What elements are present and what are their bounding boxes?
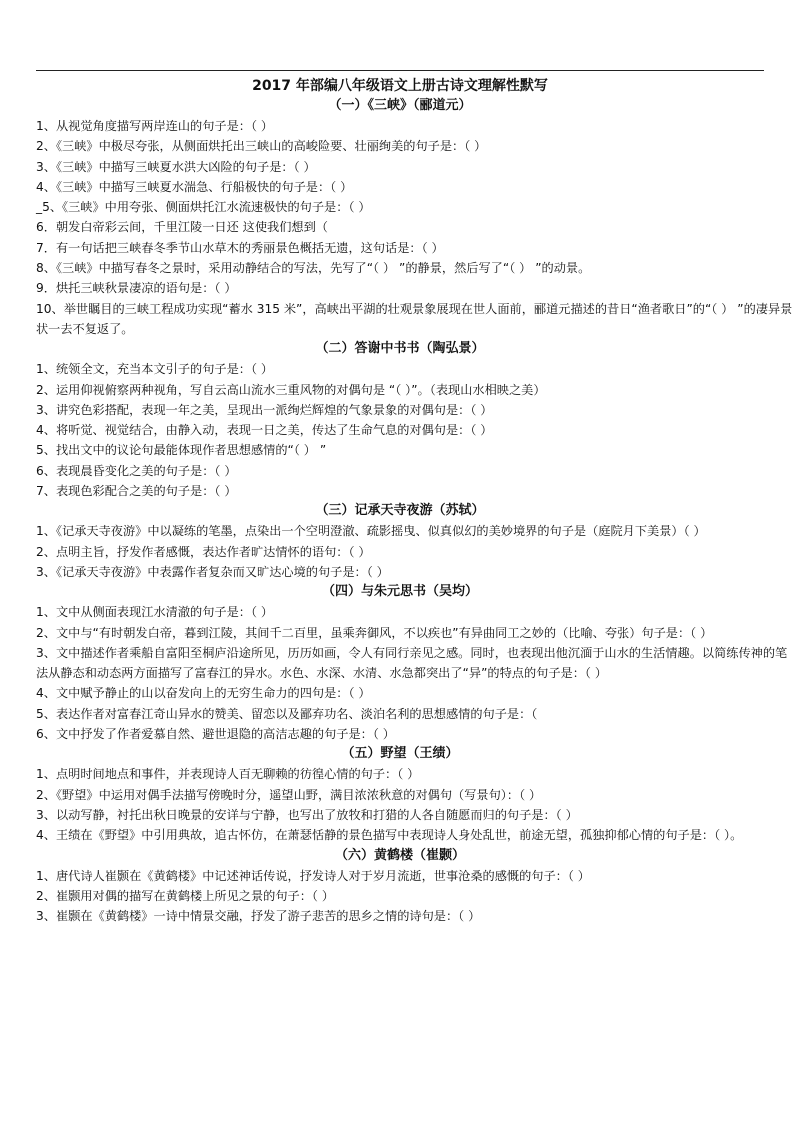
question-item: 3、以动写静，衬托出秋日晚景的安详与宁静，也写出了放牧和打猎的人各自随愿而归的句子是：（ ） bbox=[36, 807, 578, 822]
question-item: 5、表达作者对富春江奇山异水的赞美、留恋以及鄙弃功名、淡泊名利的思想感情的句子是：（ bbox=[36, 706, 538, 721]
question-item: _5、《三峡》中用夸张、侧面烘托江水流速极快的句子是：（ ） bbox=[36, 200, 371, 215]
question-item: 6、文中抒发了作者爱慕自然、避世退隐的高洁志趣的句子是：（ ） bbox=[36, 727, 395, 742]
question-item: 4、将听觉、视觉结合，由静入动，表现一日之美，传达了生命气息的对偶句是：（ ） bbox=[36, 423, 493, 438]
question-item: 2、点明主旨，抒发作者感慨，表达作者旷达情怀的语句：（ ） bbox=[36, 544, 371, 559]
question-item: 4、《三峡》中描写三峡夏水湍急、行船极快的句子是：（ ） bbox=[36, 179, 353, 194]
section-2 bbox=[36, 339, 796, 501]
section-4 bbox=[36, 582, 796, 744]
question-item: 2、崔颢用对偶的描写在黄鹤楼上所见之景的句子：（ ） bbox=[36, 888, 335, 903]
section-3 bbox=[36, 501, 796, 582]
section-6 bbox=[36, 846, 796, 927]
section-heading: （五）野望（王绩） bbox=[341, 746, 459, 762]
question-item: 1、唐代诗人崔颢在《黄鹤楼》中记述神话传说，抒发诗人对于岁月流逝，世事沧桑的感慨的句子：（ ） bbox=[36, 868, 590, 883]
question-item: 7、表现色彩配合之美的句子是：（ ） bbox=[36, 484, 237, 499]
question-item: 6．朝发白帝彩云间，千里江陵一日还 这使我们想到（ bbox=[36, 220, 328, 235]
page-title: 2017 年部编八年级语文上册古诗文理解性默写 bbox=[252, 78, 548, 94]
question-item: 1、文中从侧面表现江水清澈的句子是：（ ） bbox=[36, 605, 274, 620]
question-item: 10、举世瞩目的三峡工程成功实现“蓄水 315 米”，高峡出平湖的壮观景象展现在世人面前，郦道元描述的昔日“渔者歌日”的“（ ） ”的凄异景状一去不复返了。 bbox=[36, 301, 793, 336]
section-heading: （六）黄鹤楼（崔颢） bbox=[334, 847, 465, 863]
question-item: 8、《三峡》中描写春冬之景时，采用动静结合的写法，先写了“（ ） ”的静景，然后写了“（ ） ”的动景。 bbox=[36, 261, 591, 276]
question-item: 2、《野望》中运用对偶手法描写傍晚时分，遥望山野，满目浓浓秋意的对偶句（写景句）：（ ） bbox=[36, 787, 542, 802]
question-item: 2、《三峡》中极尽夸张，从侧面烘托出三峡山的高峻险要、壮丽绚美的句子是：（ ） bbox=[36, 139, 487, 154]
worksheet-content bbox=[36, 96, 796, 926]
question-item: 1、从视觉角度描写两岸连山的句子是：（ ） bbox=[36, 119, 274, 133]
question-item: 1、统领全文，充当本文引子的句子是：（ ） bbox=[36, 362, 274, 377]
top-rule bbox=[36, 70, 764, 71]
question-item: 2、文中与“有时朝发白帝，暮到江陵，其间千二百里，虽乘奔御风，不以疾也”有异曲同工之妙的（比喻、夸张）句子是：（ ） bbox=[36, 625, 713, 640]
question-item: 1、《记承天寺夜游》中以凝练的笔墨，点染出一个空明澄澈、疏影摇曳、似真似幻的美妙境界的句子是（庭院月下美景）（ ） bbox=[36, 524, 706, 539]
question-item: 4、王绩在《野望》中引用典故，追古怀仿，在萧瑟恬静的景色描写中表现诗人身处乱世，前途无望，孤独抑郁心情的句子是：（ ）。 bbox=[36, 828, 743, 843]
section-heading: （二）答谢中书书（陶弘景） bbox=[315, 341, 485, 357]
question-item: 7．有一句话把三峡春冬季节山水草木的秀丽景色概括无遗，这句话是：（ ） bbox=[36, 240, 444, 255]
section-heading: （四）与朱元思书（吴均） bbox=[321, 584, 478, 600]
question-item: 3、文中描述作者乘船自富阳至桐庐沿途所见，历历如画，令人有同行亲见之感。同时，也表现出他沉湎于山水的生活情趣。以简练传神的笔法从静态和动态两方面描写了富春江的异水。水色、水深、水清、水急都突出了“异”的特点的句子是：（ ） bbox=[36, 645, 788, 681]
section-5 bbox=[36, 744, 796, 845]
question-item: 3、《三峡》中描写三峡夏水洪大凶险的句子是：（ ） bbox=[36, 159, 316, 174]
section-heading: （一）《三峡》（郦道元） bbox=[328, 98, 472, 113]
question-item: 9．烘托三峡秋景凄凉的语句是：（ ） bbox=[36, 281, 237, 296]
question-item: 3、崔颢在《黄鹤楼》一诗中情景交融，抒发了游子悲苦的思乡之情的诗句是：（ ） bbox=[36, 909, 481, 924]
question-item: 2、运用仰视俯察两种视角，写自云高山流水三重风物的对偶句是 “（ ）”。（表现山水相映之美） bbox=[36, 382, 546, 397]
question-item: 6、表现晨昏变化之美的句子是：（ ） bbox=[36, 463, 237, 478]
question-item: 1、点明时间地点和事件，并表现诗人百无聊赖的彷徨心情的句子：（ ） bbox=[36, 767, 420, 782]
question-item: 5、找出文中的议论句最能体现作者思想感情的“（ ） ” bbox=[36, 443, 327, 458]
section-heading: （三）记承天寺夜游（苏轼） bbox=[315, 503, 485, 519]
question-item: 3、《记承天寺夜游》中表露作者复杂而又旷达心境的句子是：（ ） bbox=[36, 564, 389, 579]
question-item: 4、文中赋予静止的山以奋发向上的无穷生命力的四句是：（ ） bbox=[36, 686, 371, 701]
question-item: 3、讲究色彩搭配，表现一年之美，呈现出一派绚烂辉煌的气象景象的对偶句是：（ ） bbox=[36, 402, 493, 417]
section-1 bbox=[36, 96, 796, 339]
